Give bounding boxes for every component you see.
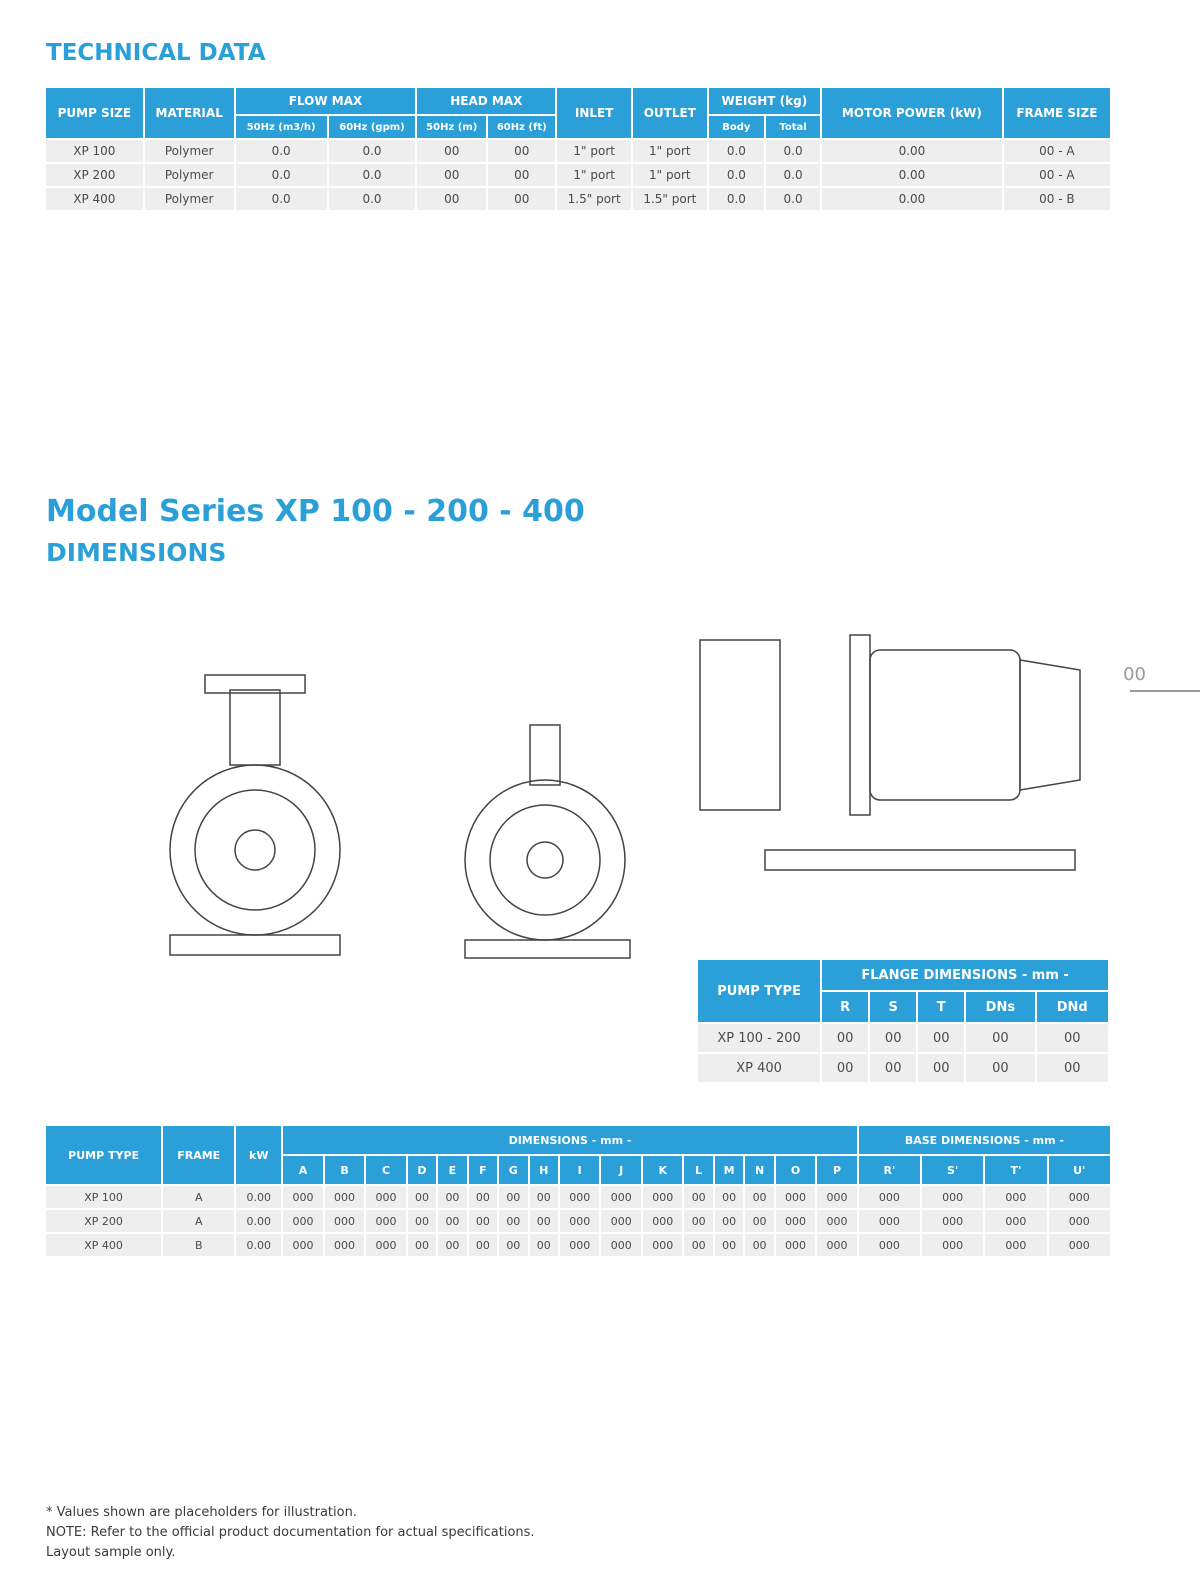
flange-cell: 00: [918, 1054, 964, 1082]
dim-cell: A: [163, 1210, 234, 1232]
dim-col: O: [776, 1156, 816, 1184]
dim-row: [46, 1210, 1110, 1232]
dim-col: J: [601, 1156, 641, 1184]
dim-cell: 00: [745, 1234, 773, 1256]
dim-cell: 000: [560, 1234, 600, 1256]
page-number: 00: [1123, 664, 1146, 685]
tech-cell: 1.5" port: [557, 188, 631, 210]
dim-cell: 000: [283, 1234, 323, 1256]
dim-cell: 000: [817, 1210, 857, 1232]
dim-cell: 000: [922, 1210, 983, 1232]
dim-col: R': [859, 1156, 920, 1184]
dim-cell: 000: [859, 1210, 920, 1232]
dim-col: I: [560, 1156, 600, 1184]
flange-col: R: [822, 992, 868, 1022]
flange-cell: 00: [822, 1054, 868, 1082]
dim-cell: 000: [643, 1234, 683, 1256]
tech-cell: 0.0: [236, 164, 327, 186]
dim-cell: 000: [643, 1210, 683, 1232]
col-head-a: 50Hz (m): [417, 116, 486, 138]
col-weight: WEIGHT (kg): [709, 88, 820, 114]
flange-col: S: [870, 992, 916, 1022]
tech-cell: XP 200: [46, 164, 143, 186]
dim-row: [46, 1234, 1110, 1256]
tech-cell: 0.0: [236, 140, 327, 162]
tech-cell: 00: [417, 164, 486, 186]
tech-cell: 00 - A: [1004, 164, 1110, 186]
flange-row: [698, 1024, 1108, 1052]
tech-cell: 0.0: [329, 188, 416, 210]
tech-cell: 0.00: [822, 188, 1002, 210]
tech-cell: 00: [417, 188, 486, 210]
dim-col-kw: kW: [236, 1126, 281, 1184]
tech-cell: 00 - A: [1004, 140, 1110, 162]
tech-cell: 0.0: [329, 164, 416, 186]
dim-cell: 00: [530, 1186, 558, 1208]
col-head-b: 60Hz (ft): [488, 116, 555, 138]
tech-cell: 00: [417, 140, 486, 162]
dim-cell: 0.00: [236, 1186, 281, 1208]
flange-col-type: PUMP TYPE: [698, 960, 820, 1022]
tech-row: [46, 140, 1110, 162]
dim-cell: 000: [817, 1234, 857, 1256]
dim-cell: 000: [366, 1234, 406, 1256]
dim-cell: 000: [601, 1234, 641, 1256]
flange-cell: 00: [966, 1054, 1034, 1082]
dim-cell: 000: [283, 1210, 323, 1232]
tech-cell: 1" port: [557, 140, 631, 162]
dim-cell: 000: [325, 1234, 365, 1256]
dim-cell: 00: [469, 1186, 497, 1208]
dim-col: F: [469, 1156, 497, 1184]
col-flow: FLOW MAX: [236, 88, 416, 114]
dim-col: A: [283, 1156, 323, 1184]
flange-row: [698, 1054, 1108, 1082]
tech-cell: 0.0: [709, 164, 764, 186]
flange-cell: 00: [870, 1024, 916, 1052]
dim-cell: 00: [408, 1210, 436, 1232]
dim-cell: 00: [745, 1210, 773, 1232]
col-frame: FRAME SIZE: [1004, 88, 1110, 138]
tech-cell: Polymer: [145, 188, 234, 210]
col-flow-b: 60Hz (gpm): [329, 116, 416, 138]
col-head: HEAD MAX: [417, 88, 555, 114]
dim-cell: 00: [530, 1234, 558, 1256]
dim-cell: 000: [560, 1186, 600, 1208]
dim-cell: 00: [469, 1210, 497, 1232]
dim-cell: XP 400: [46, 1234, 161, 1256]
dim-col: B: [325, 1156, 365, 1184]
dim-cell: 00: [438, 1210, 466, 1232]
dim-cell: 000: [283, 1186, 323, 1208]
dim-cell: 00: [715, 1210, 743, 1232]
tech-cell: Polymer: [145, 164, 234, 186]
dim-col: P: [817, 1156, 857, 1184]
col-weight-b: Total: [766, 116, 820, 138]
dim-cell: A: [163, 1186, 234, 1208]
dim-col: T': [985, 1156, 1046, 1184]
dim-cell: 000: [985, 1210, 1046, 1232]
col-flow-a: 50Hz (m3/h): [236, 116, 327, 138]
dim-cell: XP 200: [46, 1210, 161, 1232]
motor-view-drawing: [700, 635, 1080, 870]
tech-cell: 00: [488, 164, 555, 186]
dim-cell: 00: [684, 1186, 712, 1208]
section-title: TECHNICAL DATA: [46, 40, 266, 66]
tech-cell: 1.5" port: [633, 188, 707, 210]
dim-cell: 000: [985, 1186, 1046, 1208]
tech-cell: 0.0: [766, 188, 820, 210]
pump-drawings: [0, 560, 1200, 960]
dim-cell: 000: [643, 1186, 683, 1208]
dim-col: S': [922, 1156, 983, 1184]
flange-cell: 00: [822, 1024, 868, 1052]
dim-cell: 00: [499, 1234, 527, 1256]
dim-cell: 00: [408, 1186, 436, 1208]
tech-cell: 00: [488, 188, 555, 210]
flange-cell: 00: [1037, 1024, 1109, 1052]
dim-cell: 00: [408, 1234, 436, 1256]
dim-cell: 000: [859, 1186, 920, 1208]
dim-cell: 000: [601, 1186, 641, 1208]
dim-cell: 00: [499, 1186, 527, 1208]
flange-col: DNd: [1037, 992, 1109, 1022]
flange-col: T: [918, 992, 964, 1022]
dim-cell: 000: [776, 1210, 816, 1232]
tech-cell: XP 100: [46, 140, 143, 162]
dim-col-group: DIMENSIONS - mm -: [283, 1126, 857, 1154]
col-material: MATERIAL: [145, 88, 234, 138]
tech-cell: 0.0: [709, 188, 764, 210]
dim-cell: 000: [985, 1234, 1046, 1256]
tech-cell: 1" port: [633, 140, 707, 162]
dim-cell: 000: [817, 1186, 857, 1208]
dim-cell: 00: [715, 1234, 743, 1256]
dim-cell: 000: [922, 1234, 983, 1256]
dim-cell: 0.00: [236, 1234, 281, 1256]
tech-cell: 0.00: [822, 164, 1002, 186]
dim-cell: 000: [560, 1210, 600, 1232]
tech-row: [46, 188, 1110, 210]
flange-cell: 00: [870, 1054, 916, 1082]
dimensions-title: DIMENSIONS: [46, 538, 227, 567]
dim-col: N: [745, 1156, 773, 1184]
dim-cell: 00: [438, 1234, 466, 1256]
flange-col-group: FLANGE DIMENSIONS - mm -: [822, 960, 1108, 990]
dim-col: D: [408, 1156, 436, 1184]
dim-col: K: [643, 1156, 683, 1184]
dim-col-type: PUMP TYPE: [46, 1126, 161, 1184]
dim-cell: 00: [438, 1186, 466, 1208]
footnote-2: NOTE: Refer to the official product documentation for actual specifications.: [46, 1525, 535, 1540]
dim-col: U': [1049, 1156, 1110, 1184]
dim-cell: 000: [1049, 1234, 1110, 1256]
dim-cell: 000: [325, 1210, 365, 1232]
col-inlet: INLET: [557, 88, 631, 138]
flange-cell: 00: [1037, 1054, 1109, 1082]
dim-cell: 000: [922, 1186, 983, 1208]
tech-cell: 00 - B: [1004, 188, 1110, 210]
dim-col: E: [438, 1156, 466, 1184]
dim-cell: 00: [684, 1234, 712, 1256]
front-view-drawing: [170, 675, 340, 955]
dim-cell: 000: [601, 1210, 641, 1232]
col-outlet: OUTLET: [633, 88, 707, 138]
dim-cell: 00: [469, 1234, 497, 1256]
dim-cell: 000: [1049, 1210, 1110, 1232]
dim-cell: 000: [1049, 1186, 1110, 1208]
dim-cell: B: [163, 1234, 234, 1256]
flange-cell: 00: [966, 1024, 1034, 1052]
tech-cell: 0.0: [329, 140, 416, 162]
tech-cell: 0.0: [709, 140, 764, 162]
tech-cell: 0.00: [822, 140, 1002, 162]
dim-cell: 000: [366, 1210, 406, 1232]
dim-col: H: [530, 1156, 558, 1184]
product-title: Model Series XP 100 - 200 - 400: [46, 494, 585, 529]
dim-col: M: [715, 1156, 743, 1184]
dim-cell: 0.00: [236, 1210, 281, 1232]
tech-cell: Polymer: [145, 140, 234, 162]
dim-cell: 000: [366, 1186, 406, 1208]
flange-col: DNs: [966, 992, 1034, 1022]
dim-col: L: [684, 1156, 712, 1184]
dim-cell: 00: [684, 1210, 712, 1232]
tech-cell: 0.0: [766, 140, 820, 162]
col-motor: MOTOR POWER (kW): [822, 88, 1002, 138]
tech-cell: 00: [488, 140, 555, 162]
side-view-drawing: [465, 725, 630, 958]
dim-col-base: BASE DIMENSIONS - mm -: [859, 1126, 1110, 1154]
footnote-1: * Values shown are placeholders for illustration.: [46, 1505, 357, 1520]
footnote-3: Layout sample only.: [46, 1545, 176, 1560]
tech-cell: XP 400: [46, 188, 143, 210]
tech-cell: 1" port: [633, 164, 707, 186]
tech-row: [46, 164, 1110, 186]
flange-dimensions-table: [696, 958, 1110, 1084]
tech-cell: 0.0: [766, 164, 820, 186]
dim-cell: 00: [745, 1186, 773, 1208]
dim-cell: 00: [715, 1186, 743, 1208]
dim-cell: XP 100: [46, 1186, 161, 1208]
flange-cell: XP 400: [698, 1054, 820, 1082]
flange-cell: 00: [918, 1024, 964, 1052]
dim-col-frame: FRAME: [163, 1126, 234, 1184]
technical-data-table: [44, 86, 1112, 212]
dim-cell: 000: [776, 1186, 816, 1208]
col-weight-a: Body: [709, 116, 764, 138]
dim-col: G: [499, 1156, 527, 1184]
dim-cell: 000: [776, 1234, 816, 1256]
dim-cell: 00: [530, 1210, 558, 1232]
dim-row: [46, 1186, 1110, 1208]
col-size: PUMP SIZE: [46, 88, 143, 138]
dim-cell: 00: [499, 1210, 527, 1232]
dim-col: C: [366, 1156, 406, 1184]
tech-cell: 0.0: [236, 188, 327, 210]
dimensions-table: [44, 1124, 1112, 1258]
tech-cell: 1" port: [557, 164, 631, 186]
dim-cell: 000: [325, 1186, 365, 1208]
flange-cell: XP 100 - 200: [698, 1024, 820, 1052]
dim-cell: 000: [859, 1234, 920, 1256]
